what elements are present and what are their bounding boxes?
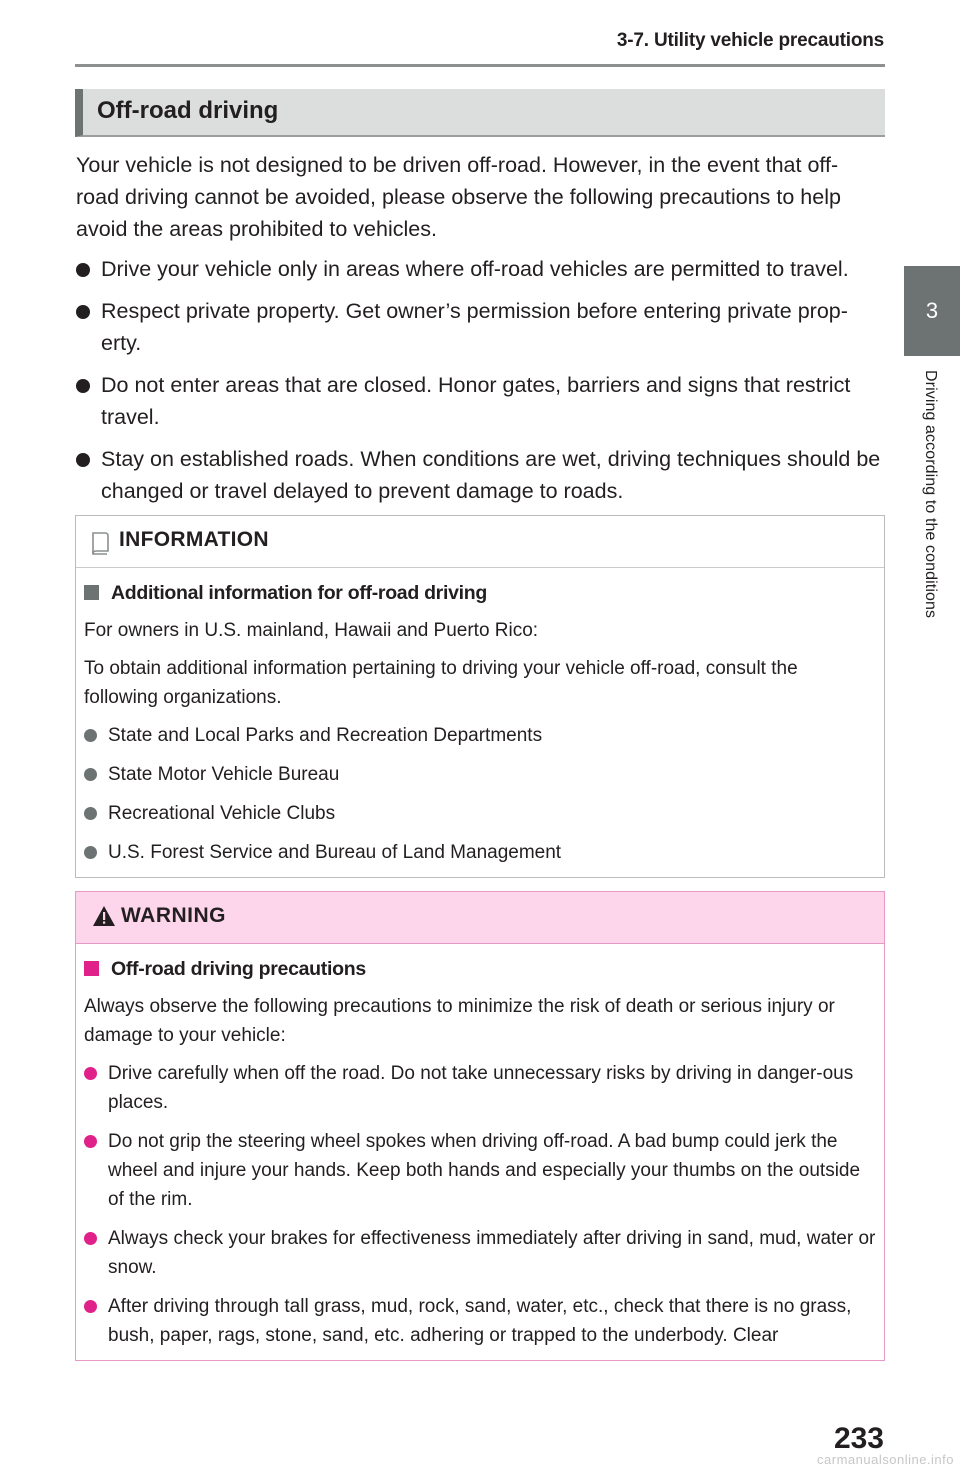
information-subheading-text: Additional information for off-road driving bbox=[111, 582, 487, 604]
section-title: Off-road driving bbox=[97, 97, 279, 124]
list-item-text: State and Local Parks and Recreation Departments bbox=[108, 725, 543, 746]
bullet-icon bbox=[84, 729, 97, 742]
chapter-tab bbox=[904, 266, 960, 356]
list-item bbox=[84, 1059, 876, 1117]
warning-icon bbox=[92, 905, 116, 927]
list-item-text: Drive carefully when off the road. Do not take unnecessary risks by driving in danger-ous places. bbox=[108, 1063, 854, 1113]
list-item-text: After driving through tall grass, mud, rock, sand, water, etc., check that there is no grass, bush, paper, rags, stone, sand, etc. adhering or trapped to the underbody. Clear bbox=[108, 1296, 852, 1346]
list-item-text: Respect private property. Get owner’s permission before entering private prop-erty. bbox=[101, 299, 848, 355]
information-label: INFORMATION bbox=[119, 528, 269, 551]
list-item bbox=[76, 369, 886, 433]
chapter-side-label-text: Driving according to the conditions bbox=[922, 370, 939, 619]
bullet-icon bbox=[76, 379, 90, 393]
warning-paragraph: Always observe the following precautions to minimize the risk of death or serious injury or damage to your vehicle: bbox=[84, 996, 835, 1046]
information-paragraph: To obtain additional information pertaining to driving your vehicle off-road, consult the following organizations. bbox=[84, 658, 798, 708]
warning-subheading-text: Off-road driving precautions bbox=[111, 958, 366, 980]
watermark: carmanualsonline.info bbox=[817, 1452, 954, 1467]
bullet-icon bbox=[84, 1135, 97, 1148]
list-item-text: U.S. Forest Service and Bureau of Land Management bbox=[108, 842, 562, 863]
list-item bbox=[84, 838, 876, 867]
bullet-icon bbox=[84, 807, 97, 820]
list-item bbox=[84, 721, 876, 750]
warning-subheading bbox=[84, 956, 876, 982]
precaution-list bbox=[76, 253, 886, 517]
warning-label: WARNING bbox=[121, 904, 226, 927]
list-item-text: Recreational Vehicle Clubs bbox=[108, 803, 336, 824]
page-number: 233 bbox=[833, 1422, 884, 1455]
information-subheading bbox=[84, 580, 876, 606]
list-item bbox=[76, 295, 886, 359]
information-paragraph: For owners in U.S. mainland, Hawaii and Puerto Rico: bbox=[84, 620, 539, 641]
list-item bbox=[84, 1127, 876, 1214]
chapter-side-label bbox=[900, 370, 960, 670]
list-item bbox=[84, 799, 876, 828]
bullet-icon bbox=[76, 453, 90, 467]
list-item bbox=[76, 253, 886, 285]
bullet-icon bbox=[84, 1232, 97, 1245]
list-item-text: Always check your brakes for effectiveness immediately after driving in sand, mud, water or snow. bbox=[108, 1228, 876, 1278]
square-bullet-icon bbox=[84, 585, 99, 600]
bullet-icon bbox=[84, 846, 97, 859]
square-bullet-icon bbox=[84, 961, 99, 976]
bullet-icon bbox=[84, 1300, 97, 1313]
list-item-text: State Motor Vehicle Bureau bbox=[108, 764, 340, 785]
list-item bbox=[84, 1224, 876, 1282]
list-item-text: Do not enter areas that are closed. Honor gates, barriers and signs that restrict travel. bbox=[101, 373, 851, 429]
chapter-title: 3-7. Utility vehicle precautions bbox=[616, 30, 884, 51]
section-title-bar bbox=[75, 89, 885, 137]
list-item-text: Do not grip the steering wheel spokes when driving off-road. A bad bump could jerk the wheel and injure your hands. Keep both hands and especially your thumbs on the outside of the rim. bbox=[108, 1131, 861, 1210]
warning-header bbox=[76, 892, 884, 944]
bullet-icon bbox=[76, 263, 90, 277]
list-item bbox=[76, 443, 886, 507]
information-header bbox=[76, 516, 884, 568]
warning-box bbox=[75, 891, 885, 1361]
list-item bbox=[84, 760, 876, 789]
chapter-number: 3 bbox=[925, 298, 939, 323]
header-divider bbox=[75, 64, 885, 67]
bullet-icon bbox=[76, 305, 90, 319]
list-item-text: Drive your vehicle only in areas where off-road vehicles are permitted to travel. bbox=[101, 257, 849, 281]
warning-list bbox=[84, 1059, 876, 1350]
intro-paragraph: Your vehicle is not designed to be driven off-road. However, in the event that off-road driving cannot be avoided, please observe the following precautions to help avoid the areas prohibited to vehicles. bbox=[76, 153, 841, 241]
organization-list bbox=[84, 721, 876, 867]
bullet-icon bbox=[84, 1067, 97, 1080]
list-item-text: Stay on established roads. When conditions are wet, driving techniques should be changed or travel delayed to prevent damage to roads. bbox=[101, 447, 881, 503]
bullet-icon bbox=[84, 768, 97, 781]
list-item bbox=[84, 1292, 876, 1350]
information-box bbox=[75, 515, 885, 878]
book-icon bbox=[90, 531, 112, 555]
